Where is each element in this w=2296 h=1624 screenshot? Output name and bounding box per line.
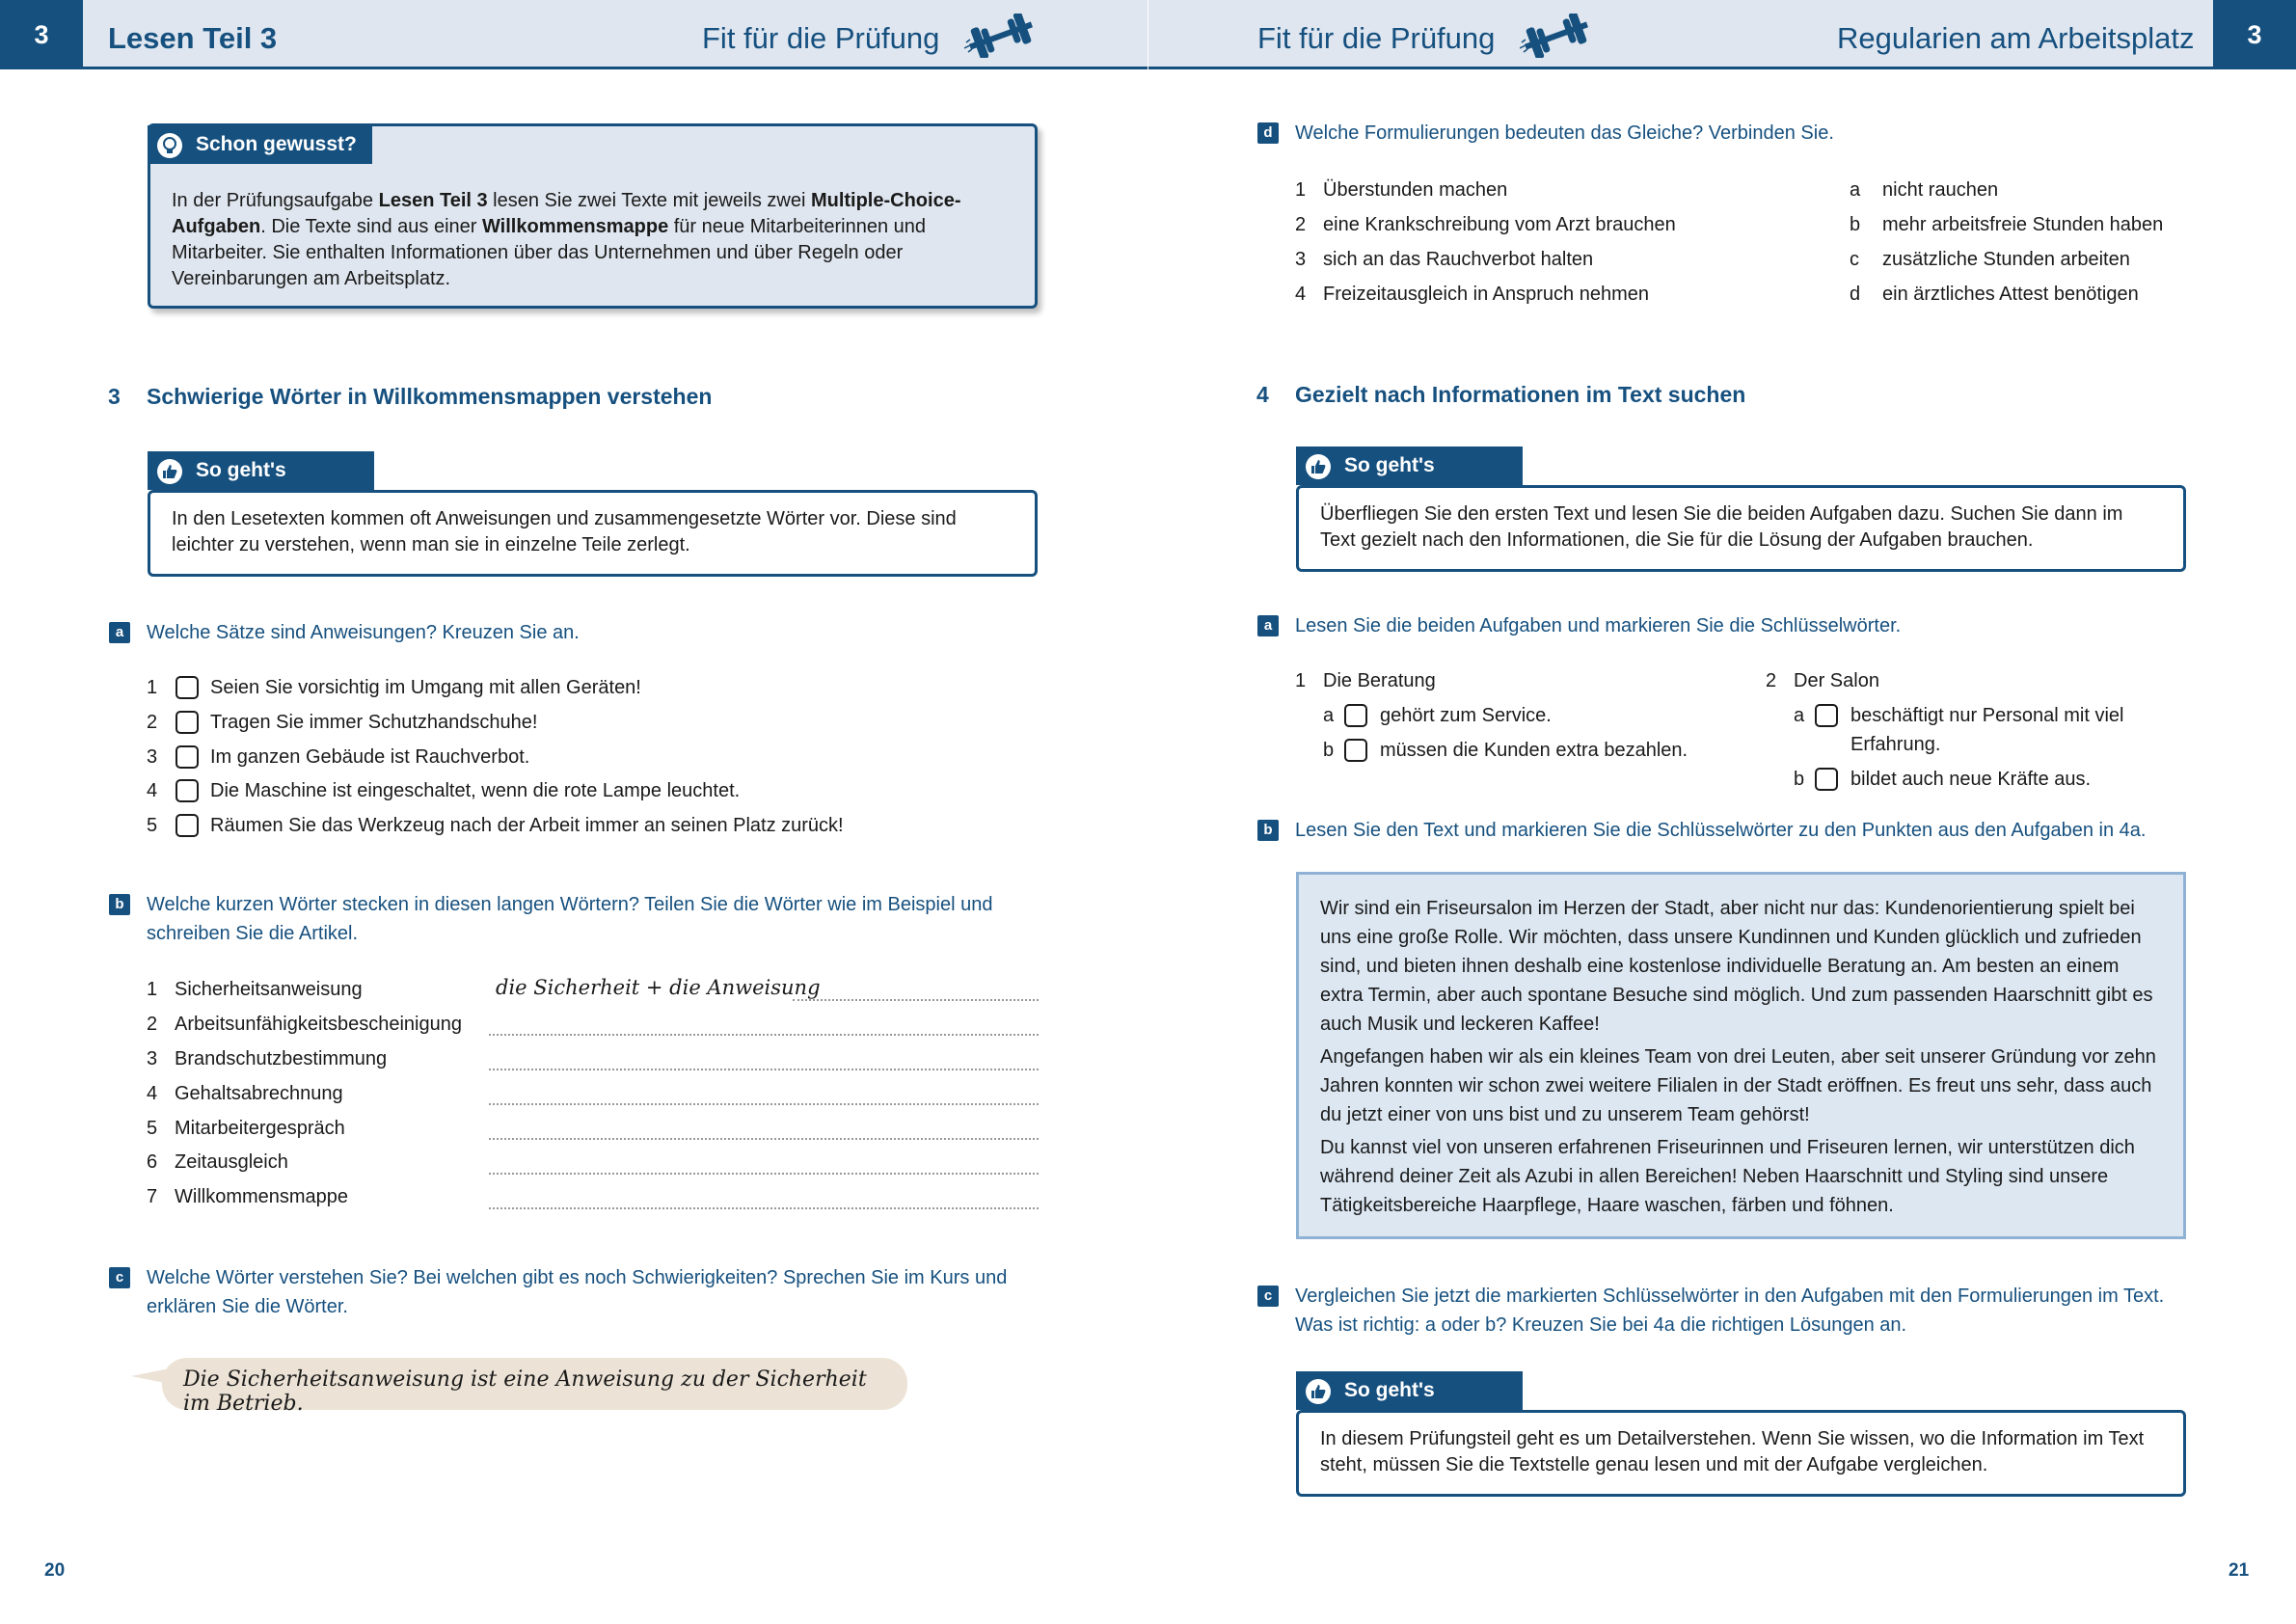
question-number: 1 (1295, 670, 1307, 691)
match-right-item[interactable]: nicht rauchen (1882, 179, 1999, 201)
task-badge: a (1257, 615, 1279, 636)
match-left-number: 4 (1295, 284, 1307, 305)
task-instruction: Lesen Sie die beiden Aufgaben und markieren Sie die Schlüsselwörter. (1295, 615, 1902, 636)
section-number: 4 (1256, 382, 1269, 407)
info-text: In der Prüfungsaufgabe (172, 190, 379, 211)
info-box-so-gehts (148, 490, 1038, 577)
list-item-text: Zeitausgleich (175, 1151, 288, 1173)
tab-label: So geht's (196, 459, 286, 481)
tab-label: So geht's (1344, 454, 1435, 476)
option-text: bildet auch neue Kräfte aus. (1850, 769, 2092, 790)
list-item-number: 5 (147, 1118, 158, 1139)
info-text: Überfliegen Sie den ersten Text und lesen Sie die beiden Aufgaben dazu. Suchen Sie dann im Text gezielt nach den Informationen, die Sie für die Lösung der Aufgaben brauchen. (1320, 503, 2123, 551)
list-item-number: 4 (147, 1083, 158, 1104)
list-item-text: Räumen Sie das Werkzeug nach der Arbeit immer an seinen Platz zurück! (210, 815, 844, 836)
task-instruction: Lesen Sie den Text und markieren Sie die Schlüsselwörter zu den Punkten aus den Aufgaben in 4a. (1295, 820, 2147, 841)
thumbs-up-icon (1306, 454, 1331, 479)
list-item: 2 (147, 712, 158, 733)
checkbox[interactable] (176, 779, 199, 802)
dumbbell-icon (964, 14, 1038, 58)
option-letter: b (1323, 740, 1335, 761)
info-bold: Multiple-Choice-Aufgaben (172, 190, 961, 237)
task-badge: b (109, 894, 130, 915)
option-letter: a (1794, 705, 1805, 726)
match-right-item[interactable]: zusätzliche Stunden arbeiten (1882, 249, 2130, 270)
tab-so-gehts (1296, 1371, 1523, 1410)
match-right-letter: a (1850, 179, 1861, 201)
section-title: Regularien am Arbeitsplatz (1837, 21, 2195, 55)
task-instruction: erklären Sie die Wörter. (147, 1296, 348, 1317)
list-item-number: 1 (147, 979, 158, 1000)
question-number: 2 (1766, 670, 1777, 691)
info-bold: Willkommensmappe (481, 216, 669, 237)
info-text: . Die Texte sind aus einer (260, 216, 482, 237)
info-box-so-gehts (1296, 485, 2186, 572)
task-instruction: Welche Formulierungen bedeuten das Gleiche? Verbinden Sie. (1295, 122, 1834, 144)
chapter-number: 3 (0, 0, 83, 69)
list-item-number: 6 (147, 1151, 158, 1173)
task-badge: c (109, 1267, 130, 1288)
info-text: für neue Mitarbeiterinnen und Mitarbeiter. Sie enthalten Informationen über das Unternehmen und über Regeln oder Vereinbarungen am Arbeitsplatz. (172, 216, 927, 289)
tab-label: Schon gewusst? (196, 133, 357, 155)
section-title: Lesen Teil 3 (108, 21, 278, 55)
option-text: beschäftigt nur Personal mit viel (1850, 705, 2124, 726)
header-subtitle: Fit für die Prüfung (1257, 21, 1496, 55)
list-item-text: Die Maschine ist eingeschaltet, wenn die rote Lampe leuchtet. (210, 780, 741, 801)
task-badge: a (109, 622, 130, 643)
list-item-text: Arbeitsunfähigkeitsbescheinigung (175, 1014, 462, 1035)
info-box-so-gehts (1296, 1410, 2186, 1497)
option-text: müssen die Kunden extra bezahlen. (1380, 740, 1688, 761)
option-text: Erfahrung. (1850, 734, 1941, 755)
info-text: In diesem Prüfungsteil geht es um Detailverstehen. Wenn Sie wissen, wo die Information im Text steht, müssen Sie die Textstelle genau lesen und mit der Aufgabe vergleichen. (1320, 1428, 2145, 1475)
answer-line[interactable] (489, 1103, 1039, 1105)
task-instruction: schreiben Sie die Artikel. (147, 923, 359, 944)
option-text: gehört zum Service. (1380, 705, 1552, 726)
list-item-text: Sicherheitsanweisung (175, 979, 363, 1000)
checkbox[interactable] (1815, 768, 1838, 791)
list-item-number: 2 (147, 1014, 158, 1035)
tab-so-gehts (1296, 447, 1523, 485)
checkbox[interactable] (176, 814, 199, 837)
answer-line[interactable] (489, 1173, 1039, 1175)
list-item: 1 (147, 677, 158, 698)
checkbox[interactable] (176, 711, 199, 734)
match-right-letter: d (1850, 284, 1861, 305)
list-item-text: Im ganzen Gebäude ist Rauchverbot. (210, 746, 530, 768)
list-item-number: 3 (147, 1048, 158, 1069)
answer-line[interactable] (489, 1207, 1039, 1209)
option-letter: b (1794, 769, 1805, 790)
task-instruction: Vergleichen Sie jetzt die markierten Schlüsselwörter in den Aufgaben mit den Formulierungen im Text. (1295, 1286, 2165, 1307)
info-text: In den Lesetexten kommen oft Anweisungen und zusammengesetzte Wörter vor. Diese sind leichter zu verstehen, wenn man sie in einzelne Teile zerlegt. (172, 508, 957, 555)
question-title: Die Beratung (1323, 670, 1436, 691)
tab-schon-gewusst (148, 125, 372, 164)
question-title: Der Salon (1794, 670, 1879, 691)
section-heading: Schwierige Wörter in Willkommensmappen verstehen (147, 384, 713, 409)
task-badge: d (1257, 122, 1279, 144)
match-left-item[interactable]: Überstunden machen (1323, 179, 1508, 201)
dumbbell-icon (1520, 14, 1593, 58)
header-subtitle: Fit für die Prüfung (702, 21, 940, 55)
thumbs-up-icon (157, 459, 182, 484)
answer-line[interactable] (489, 1069, 1039, 1070)
tab-so-gehts (148, 451, 374, 490)
match-left-number: 3 (1295, 249, 1307, 270)
task-instruction: Welche Wörter verstehen Sie? Bei welchen gibt es noch Schwierigkeiten? Sprechen Sie im Kurs und (147, 1267, 1008, 1288)
tab-label: So geht's (1344, 1379, 1435, 1401)
section-heading: Gezielt nach Informationen im Text suchen (1295, 382, 1746, 407)
checkbox[interactable] (176, 745, 199, 769)
page-header (0, 0, 1148, 69)
list-item-number: 7 (147, 1186, 158, 1207)
reading-paragraph: Du kannst viel von unseren erfahrenen Friseurinnen und Friseuren lernen, wir unterstützen dich während deiner Zeit als Azubi in allen Bereichen! Neben Haarschnitt und Styling sind unsere Tätigkeitsbereiche Haarpflege, Haare waschen, färben und föhnen. (1320, 1137, 2135, 1216)
page-number: 20 (44, 1560, 66, 1581)
reading-paragraph: Angefangen haben wir als ein kleines Team von drei Leuten, aber seit unserer Gründung vor zehn Jahren konnten wir schon zwei weitere Filialen in der Stadt eröffnen. Es freut uns sehr, dass auch du jetzt einer von uns bist und zu unserem Team gehörst! (1320, 1046, 2156, 1125)
match-left-item[interactable]: eine Krankschreibung vom Arzt brauchen (1323, 214, 1676, 235)
lightbulb-icon (157, 133, 182, 158)
match-left-item[interactable]: Freizeitausgleich in Anspruch nehmen (1323, 284, 1649, 305)
chapter-number: 3 (2213, 0, 2296, 69)
task-badge: b (1257, 820, 1279, 841)
option-letter: a (1323, 705, 1335, 726)
reading-text-box (1296, 872, 2186, 1239)
example-answer: die Sicherheit + die Anweisung (496, 976, 821, 999)
match-right-letter: c (1850, 249, 1859, 270)
info-text: lesen Sie zwei Texte mit jeweils zwei (487, 190, 811, 211)
match-left-item[interactable]: sich an das Rauchverbot halten (1323, 249, 1594, 270)
checkbox[interactable] (1344, 739, 1367, 762)
checkbox[interactable] (176, 676, 199, 699)
list-item: 3 (147, 746, 158, 768)
task-instruction: Was ist richtig: a oder b? Kreuzen Sie bei 4a die richtigen Lösungen an. (1295, 1314, 1907, 1336)
checkbox[interactable] (1815, 704, 1838, 727)
info-bold: Lesen Teil 3 (378, 190, 488, 211)
match-right-item[interactable]: ein ärztliches Attest benötigen (1882, 284, 2139, 305)
list-item-text: Willkommensmappe (175, 1186, 349, 1207)
match-right-item[interactable]: mehr arbeitsfreie Stunden haben (1882, 214, 2164, 235)
task-badge: c (1257, 1286, 1279, 1307)
list-item: 5 (147, 815, 158, 836)
speech-bubble: Die Sicherheitsanweisung ist eine Anweisung zu der Sicherheit im Betrieb. (162, 1358, 907, 1410)
list-item-text: Tragen Sie immer Schutzhandschuhe! (210, 712, 538, 733)
answer-line[interactable] (489, 1034, 1039, 1036)
list-item: 4 (147, 780, 158, 801)
list-item-text: Brandschutzbestimmung (175, 1048, 388, 1069)
section-number: 3 (108, 384, 121, 409)
list-item-text: Gehaltsabrechnung (175, 1083, 343, 1104)
list-item-text: Mitarbeitergespräch (175, 1118, 345, 1139)
answer-line[interactable] (793, 999, 1039, 1001)
answer-line[interactable] (489, 1138, 1039, 1140)
match-right-letter: b (1850, 214, 1861, 235)
task-instruction: Welche kurzen Wörter stecken in diesen langen Wörtern? Teilen Sie die Wörter wie im Beispiel und (147, 894, 993, 915)
match-left-number: 2 (1295, 214, 1307, 235)
right-page (1148, 0, 2296, 1624)
task-instruction: Welche Sätze sind Anweisungen? Kreuzen Sie an. (147, 622, 580, 643)
thumbs-up-icon (1306, 1379, 1331, 1404)
reading-paragraph: Wir sind ein Friseursalon im Herzen der Stadt, aber nicht nur das: Kundenorientierung spielt bei uns eine große Rolle. Wir möchten, dass unsere Kundinnen und Kunden glücklich und zufrieden sind, und bieten ihnen deshalb eine kostenlose individuelle Beratung an. Am besten an einem extra Termin, aber auch spontane Besuche sind möglich. Und zum passenden Haarschnitt gibt es auch Musik und leckeren Kaffee! (1320, 898, 2153, 1035)
page-header (1148, 0, 2296, 69)
match-left-number: 1 (1295, 179, 1307, 201)
page-number: 21 (2228, 1560, 2250, 1581)
checkbox[interactable] (1344, 704, 1367, 727)
list-item-text: Seien Sie vorsichtig im Umgang mit allen Geräten! (210, 677, 641, 698)
